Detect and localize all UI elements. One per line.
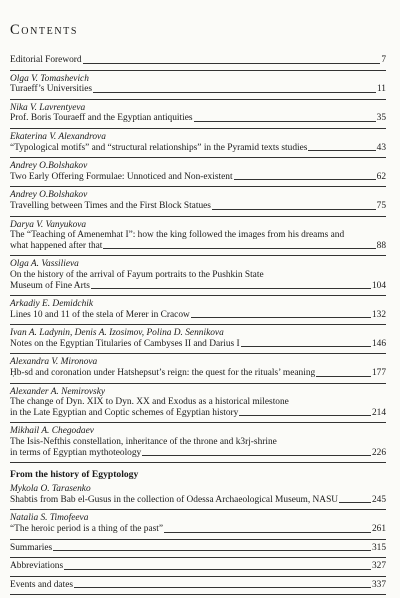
entry-title-line [10,339,386,350]
leader-line [74,587,371,588]
separator-rule [10,594,386,595]
page-number: 11 [376,84,386,95]
entry-title-line [10,368,386,379]
leader-line [83,63,381,64]
page-number: 177 [371,368,386,379]
entry-title: what happened after that [10,240,103,251]
toc-entry [10,543,386,554]
entry-title-line [10,241,386,252]
entry-title-line: The change of Dyn. XIX to Dyn. XX and Exodus as a historical milestone [10,397,289,408]
toc-entry [10,387,386,419]
leader-line [93,92,376,93]
entry-title: “Typological motifs” and “structural relationships” in the Pyramid texts studies [10,142,308,153]
entry-title-line [10,495,386,506]
entry-title: Museum of Fine Arts [10,280,90,291]
entry-author: Mykola O. Tarasenko [10,484,91,495]
entry-title: Summaries [10,542,53,553]
entry-title: Ḥb-sd and coronation under Hatshepsut’s reign: the quest for the rituals’ meaning [10,368,316,379]
leader-line [316,376,371,377]
entry-author: Nika V. Lavrentyeva [10,102,86,113]
toc-entry [10,259,386,291]
separator-rule [10,295,386,296]
toc-entry [10,220,386,252]
page-number: 327 [371,561,386,572]
entry-author: Olga V. Tomashevich [10,73,89,84]
separator-rule [10,216,386,217]
entry-title: in terms of Egyptian mythoteology [10,447,142,458]
toc-entry [10,484,386,505]
entry-author: Andrey O.Bolshakov [10,161,88,172]
entry-author: Darya V. Vanyukova [10,219,87,230]
entry-title-line [10,408,386,419]
entry-title-line [10,143,386,154]
page-number: 35 [376,113,386,124]
leader-line [339,502,371,503]
separator-rule [10,422,386,423]
entry-author: Alexander A. Nemirovsky [10,386,106,397]
separator-rule [10,128,386,129]
entry-title-line [10,310,386,321]
separator-rule [10,255,386,256]
page-number: 214 [371,407,386,418]
toc-entry [10,103,386,124]
entry-title-line [10,113,386,124]
toc-entry [10,580,386,591]
entry-title: Shabtis from Bab el-Gusus in the collection of Odessa Archaeological Museum, NASU [10,494,339,505]
page-number: 132 [371,309,386,320]
entry-title-line [10,448,386,459]
entry-author: Natalia S. Timofeeva [10,513,89,524]
toc-entry [10,132,386,153]
entry-title-line [10,580,386,591]
entry-title-line [10,281,386,292]
leader-line [191,317,371,318]
leader-line [64,569,371,570]
entry-author: Andrey O.Bolshakov [10,190,88,201]
entry-title: Two Early Offering Formulae: Unnoticed and Non-existent [10,171,233,182]
entry-title-line [10,55,386,66]
toc-entry [10,74,386,95]
leader-line [164,532,371,533]
separator-rule [10,462,386,463]
page-number: 245 [371,494,386,505]
contents-heading: Contents [10,22,79,38]
entry-author: Arkadiy E. Demidchik [10,299,94,310]
entry-title: Editorial Foreword [10,55,82,65]
separator-rule [10,324,386,325]
page-number: 315 [371,542,386,553]
page-number: 7 [381,55,386,65]
separator-rule [10,509,386,510]
page-number: 146 [371,338,386,349]
entry-title: Lines 10 and 11 of the stela of Merer in Cracow [10,309,190,320]
toc-entry [10,161,386,182]
entry-title-line [10,172,386,183]
page-number: 62 [376,171,386,182]
leader-line [142,455,371,456]
toc-entry [10,426,386,458]
separator-rule [10,99,386,100]
entry-title-line: The “Teaching of Amenemhat I”: how the king followed the images from his dreams and [10,230,345,241]
entry-title-line [10,201,386,212]
toc-entry [10,513,386,534]
leader-line [239,415,371,416]
leader-line [241,346,371,347]
entry-author: Olga A. Vassilieva [10,259,79,270]
leader-line [103,248,375,249]
table-of-contents [10,55,386,598]
entry-title: “The heroic period is a thing of the past” [10,524,164,534]
entry-author: Ekaterina V. Alexandrova [10,131,106,142]
separator-rule [10,70,386,71]
entry-title-line [10,84,386,95]
page-number: 88 [376,240,386,251]
leader-line [308,150,375,151]
entry-title: Turaeff’s Universities [10,84,93,95]
entry-title-line [10,543,386,554]
entry-title-line: On the history of the arrival of Fayum portraits to the Pushkin State [10,269,264,280]
leader-line [194,121,376,122]
page-number: 43 [376,142,386,153]
page-number: 104 [371,280,386,291]
entry-title: Notes on the Egyptian Titularies of Cambyses II and Darius I [10,338,240,349]
leader-line [234,179,376,180]
section-title: From the history of Egyptology [10,469,139,481]
separator-rule [10,383,386,384]
entry-title: Events and dates [10,579,74,590]
toc-entry [10,357,386,378]
page-number: 226 [371,447,386,458]
separator-rule [10,557,386,558]
page-number: 261 [371,524,386,534]
toc-entry [10,328,386,349]
separator-rule [10,576,386,577]
toc-entry [10,190,386,211]
page-number: 75 [376,200,386,211]
separator-rule [10,157,386,158]
toc-entry [10,561,386,572]
page-number: 337 [371,579,386,590]
separator-rule [10,186,386,187]
entry-author: Mikhail A. Chegodaev [10,426,94,437]
entry-title: in the Late Egyptian and Coptic schemes of Egyptian history [10,407,239,418]
entry-author: Ivan A. Ladynin, Denis A. Izosimov, Polina D. Sennikova [10,328,224,339]
leader-line [91,288,371,289]
entry-title: Prof. Boris Touraeff and the Egyptian antiquities [10,113,193,124]
leader-line [212,209,376,210]
separator-rule [10,539,386,540]
toc-entry [10,299,386,320]
toc-entry [10,55,386,66]
entry-title-line: The Isis-Nefthis constellation, inheritance of the throne and k3rj-shrine [10,437,277,448]
entry-author: Alexandra V. Mironova [10,357,98,368]
leader-line [53,550,371,551]
entry-title-line [10,561,386,572]
entry-title-line [10,524,386,535]
entry-title: Abbreviations [10,561,64,572]
entry-title: Travelling between Times and the First Block Statues [10,200,211,211]
separator-rule [10,353,386,354]
